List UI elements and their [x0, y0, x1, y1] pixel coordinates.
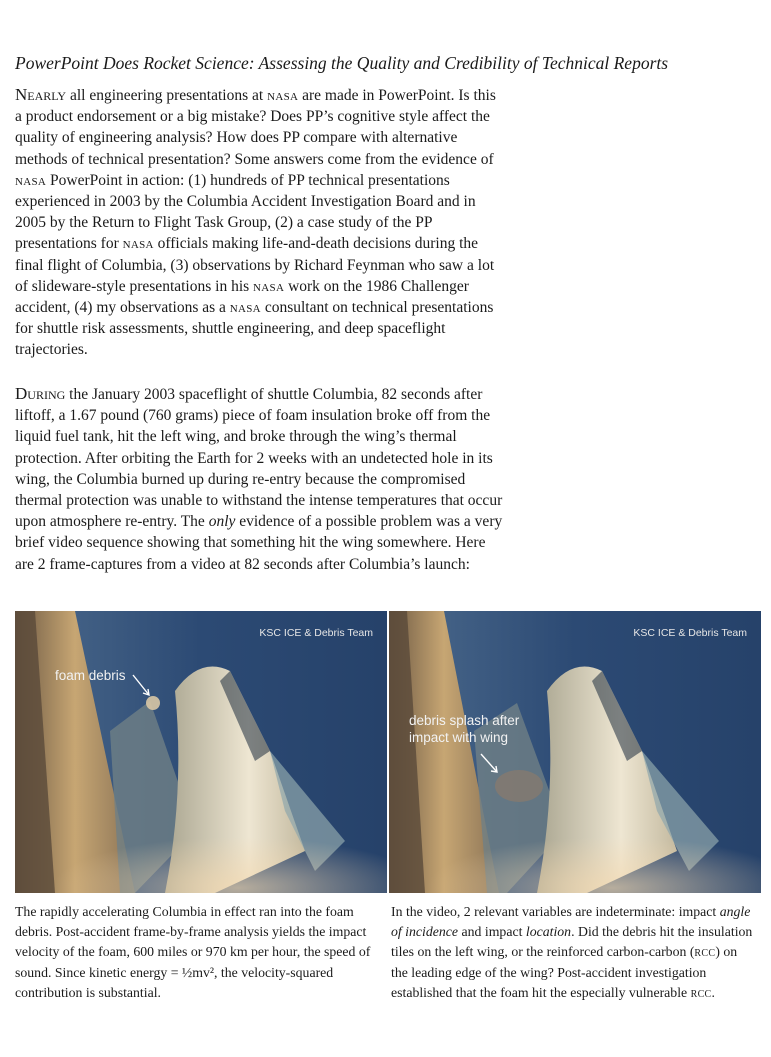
- text-run: the January 2003 spaceflight of shuttle Columbia, 82 seconds after liftoff, a 1.67 pound (760 grams) piece of foam insulation broke off from the liquid fuel tank, hit the left wing, and broke through the wing’s thermal protection. After orbiting the Earth for 2 weeks with an undetected hole in its wing, the Columbia burned up during re-entry because the compromised thermal protection was unable to withstand the intense temperatures that occur upon atmosphere re-entry. The: [15, 386, 503, 531]
- lead-word: During: [15, 384, 66, 403]
- emphasis-only: only: [208, 513, 236, 531]
- video-frame-debris-splash: [389, 611, 761, 893]
- text-run: are made in PowerPoint. Is this a product endorsement or a big mistake? Does PP’s cognitive style affect the quality of engineering analysis? How does PP compare with alternative methods of technical presentation? Some answers come from the evidence of: [15, 87, 496, 168]
- emphasis-location: location: [525, 924, 572, 940]
- emphasis-angle: angle of incidence: [391, 904, 751, 940]
- foam-debris-label: foam debris: [55, 668, 126, 683]
- annotation-line: debris splash after: [409, 713, 520, 728]
- shuttle-frame-illustration: [15, 611, 387, 893]
- text-run: . Did the debris hit the insulation tiles on the left wing, or the reinforced carbon-carbon (: [391, 924, 753, 960]
- text-run: all engineering presentations at: [66, 87, 268, 104]
- text-run: and impact: [458, 924, 526, 940]
- video-credit: KSC ICE & Debris Team: [259, 627, 373, 639]
- nasa-smallcaps: nasa: [229, 299, 261, 317]
- debris-splash-label: [409, 712, 519, 746]
- lead-word: Nearly: [15, 85, 67, 104]
- nasa-smallcaps: nasa: [253, 277, 285, 295]
- annotation-line: impact with wing: [409, 730, 509, 745]
- nasa-smallcaps: nasa: [267, 87, 299, 104]
- caption-left: The rapidly accelerating Columbia in effect ran into the foam debris. Post-accident frame-by-frame analysis yields the impact velocity of the foam, 600 miles or 970 km per hour, the speed of sound. Since kinetic energy = ½mv², the velocity-squared contribution is substantial.: [15, 904, 371, 1000]
- page-title: PowerPoint Does Rocket Science: Assessing the Quality and Credibility of Technical Reports: [15, 53, 669, 73]
- caption-right: [391, 902, 753, 1003]
- intro-paragraph: [15, 84, 505, 361]
- text-run: .: [711, 984, 715, 1000]
- text-run: work on the 1986 Challenger accident, (4) my observations as a: [15, 277, 469, 317]
- text-run: consultant on technical presentations for shuttle risk assessments, shuttle engineering, and deep spaceflight trajectories.: [15, 299, 494, 359]
- video-credit: KSC ICE & Debris Team: [633, 627, 747, 639]
- shuttle-frame-illustration: [389, 611, 761, 893]
- text-run: evidence of a possible problem was a very brief video sequence showing that something hit the wing somewhere. Here are 2 frame-captures from a video at 82 seconds after Columbia’s launch:: [15, 513, 503, 573]
- text-run: PowerPoint in action: (1) hundreds of PP technical presentations experienced in 2003 by the Columbia Accident Investigation Board and in 2005 by the Return to Flight Task Group, (2) a case study of the PP presentations for: [15, 171, 476, 253]
- text-run: officials making life-and-death decisions during the final flight of Columbia, (3) observations by Richard Feynman who saw a lot of slideware-style presentations in his: [15, 235, 495, 295]
- video-frame-foam-debris: [15, 611, 387, 893]
- rcc-smallcaps: rcc: [694, 944, 716, 960]
- nasa-smallcaps: nasa: [15, 171, 47, 189]
- columbia-paragraph: [15, 383, 505, 575]
- nasa-smallcaps: nasa: [122, 235, 154, 253]
- text-run: ) on the leading edge of the wing? Post-accident investigation established that the foam hit the especially vulnerable: [391, 944, 738, 1000]
- rcc-smallcaps: rcc: [690, 984, 712, 1000]
- text-run: In the video, 2 relevant variables are indeterminate: impact: [391, 904, 720, 919]
